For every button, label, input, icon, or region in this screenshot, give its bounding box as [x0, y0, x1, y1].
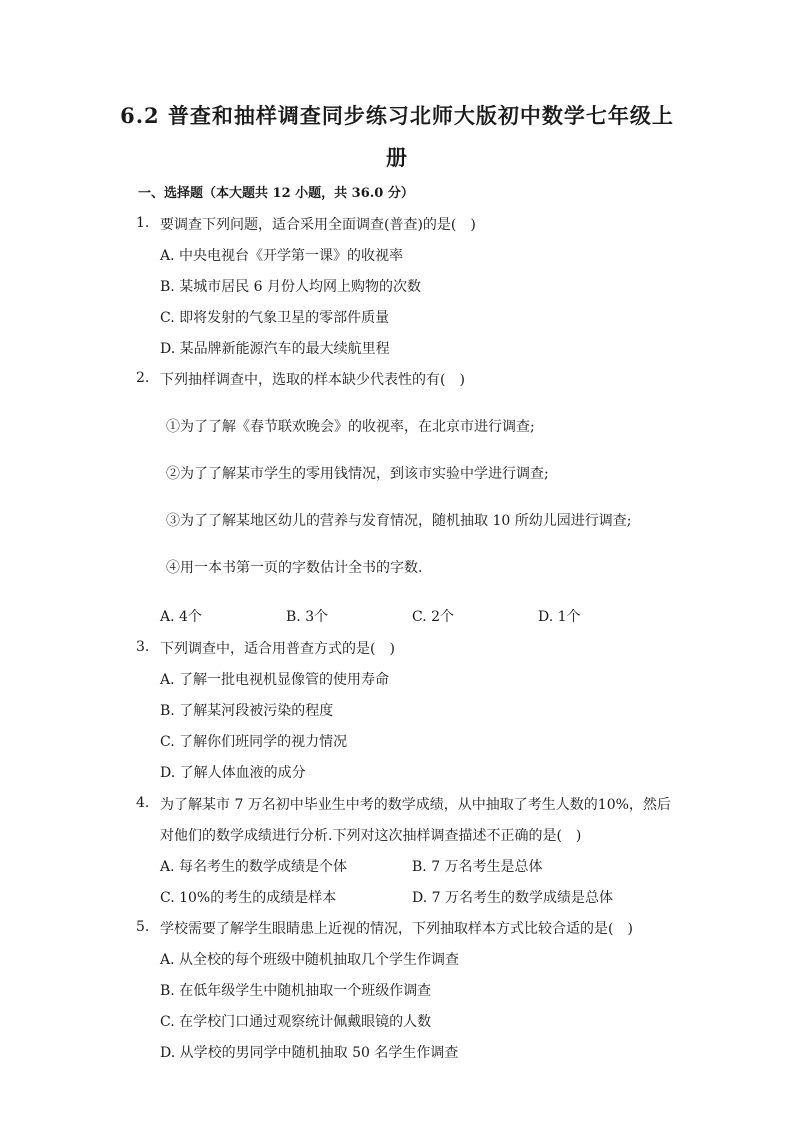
option-c: C. 在学校门口通过观察统计佩戴眼镜的人数 [160, 1014, 432, 1030]
option-c: C. 了解你们班同学的视力情况 [160, 734, 348, 750]
question-text: 下列抽样调查中，选取的样本缺少代表性的有( ) [160, 372, 465, 388]
option-b: B. 某城市居民 6 月份人均网上购物的次数 [160, 279, 421, 295]
sub-item-3: ③为了了解某地区幼儿的营养与发育情况，随机抽取 10 所幼儿园进行调查; [166, 513, 632, 529]
question-text-line1: 为了解某市 7 万名初中毕业生中考的数学成绩，从中抽取了考生人数的10%，然后 [160, 797, 671, 813]
option-d: D. 某品牌新能源汽车的最大续航里程 [160, 341, 390, 357]
option-b: B. 在低年级学生中随机抽取一个班级作调查 [160, 983, 432, 999]
question-text: 学校需要了解学生眼睛患上近视的情况，下列抽取样本方式比较合适的是( ) [160, 921, 633, 937]
question-text: 下列调查中，适合用普查方式的是( ) [160, 641, 395, 657]
option-b: B. 了解某河段被污染的程度 [160, 703, 334, 719]
question-text-line2: 对他们的数学成绩进行分析.下列对这次抽样调查描述不正确的是( ) [160, 828, 582, 844]
option-c: C. 即将发射的气象卫星的零部件质量 [160, 310, 390, 326]
option-a: A. 从全校的每个班级中随机抽取几个学生作调查 [160, 952, 460, 968]
option-a: A. 中央电视台《开学第一课》的收视率 [160, 248, 404, 264]
document-title-line1: 6.2 普查和抽样调查同步练习北师大版初中数学七年级上 [120, 103, 674, 128]
option-c: C. 2个 [412, 609, 455, 625]
question-number: 5. [136, 919, 150, 935]
option-a: A. 了解一批电视机显像管的使用寿命 [160, 672, 390, 688]
option-a: A. 4个 [160, 609, 202, 625]
option-a: A. 每名考生的数学成绩是个体 [160, 859, 348, 875]
document-title-line2: 册 [386, 145, 408, 170]
sub-item-1: ①为了了解《春节联欢晚会》的收视率，在北京市进行调查; [166, 419, 535, 435]
question-number: 3. [136, 639, 150, 655]
question-number: 1. [136, 215, 150, 231]
option-d: D. 1个 [538, 609, 581, 625]
option-c: C. 10%的考生的成绩是样本 [160, 890, 337, 906]
option-d: D. 从学校的男同学中随机抽取 50 名学生作调查 [160, 1045, 459, 1061]
sub-item-2: ②为了了解某市学生的零用钱情况，到该市实验中学进行调查; [166, 466, 549, 482]
option-d: D. 7 万名考生的数学成绩是总体 [412, 890, 613, 906]
question-number: 2. [136, 370, 150, 386]
section-heading: 一、选择题（本大题共 12 小题，共 36.0 分） [138, 186, 414, 201]
option-d: D. 了解人体血液的成分 [160, 765, 306, 781]
sub-item-4: ④用一本书第一页的字数估计全书的字数. [166, 560, 423, 576]
question-number: 4. [136, 795, 150, 811]
question-text: 要调查下列问题，适合采用全面调查(普查)的是( ) [160, 217, 476, 233]
option-b: B. 3个 [286, 609, 329, 625]
option-b: B. 7 万名考生是总体 [412, 859, 543, 875]
